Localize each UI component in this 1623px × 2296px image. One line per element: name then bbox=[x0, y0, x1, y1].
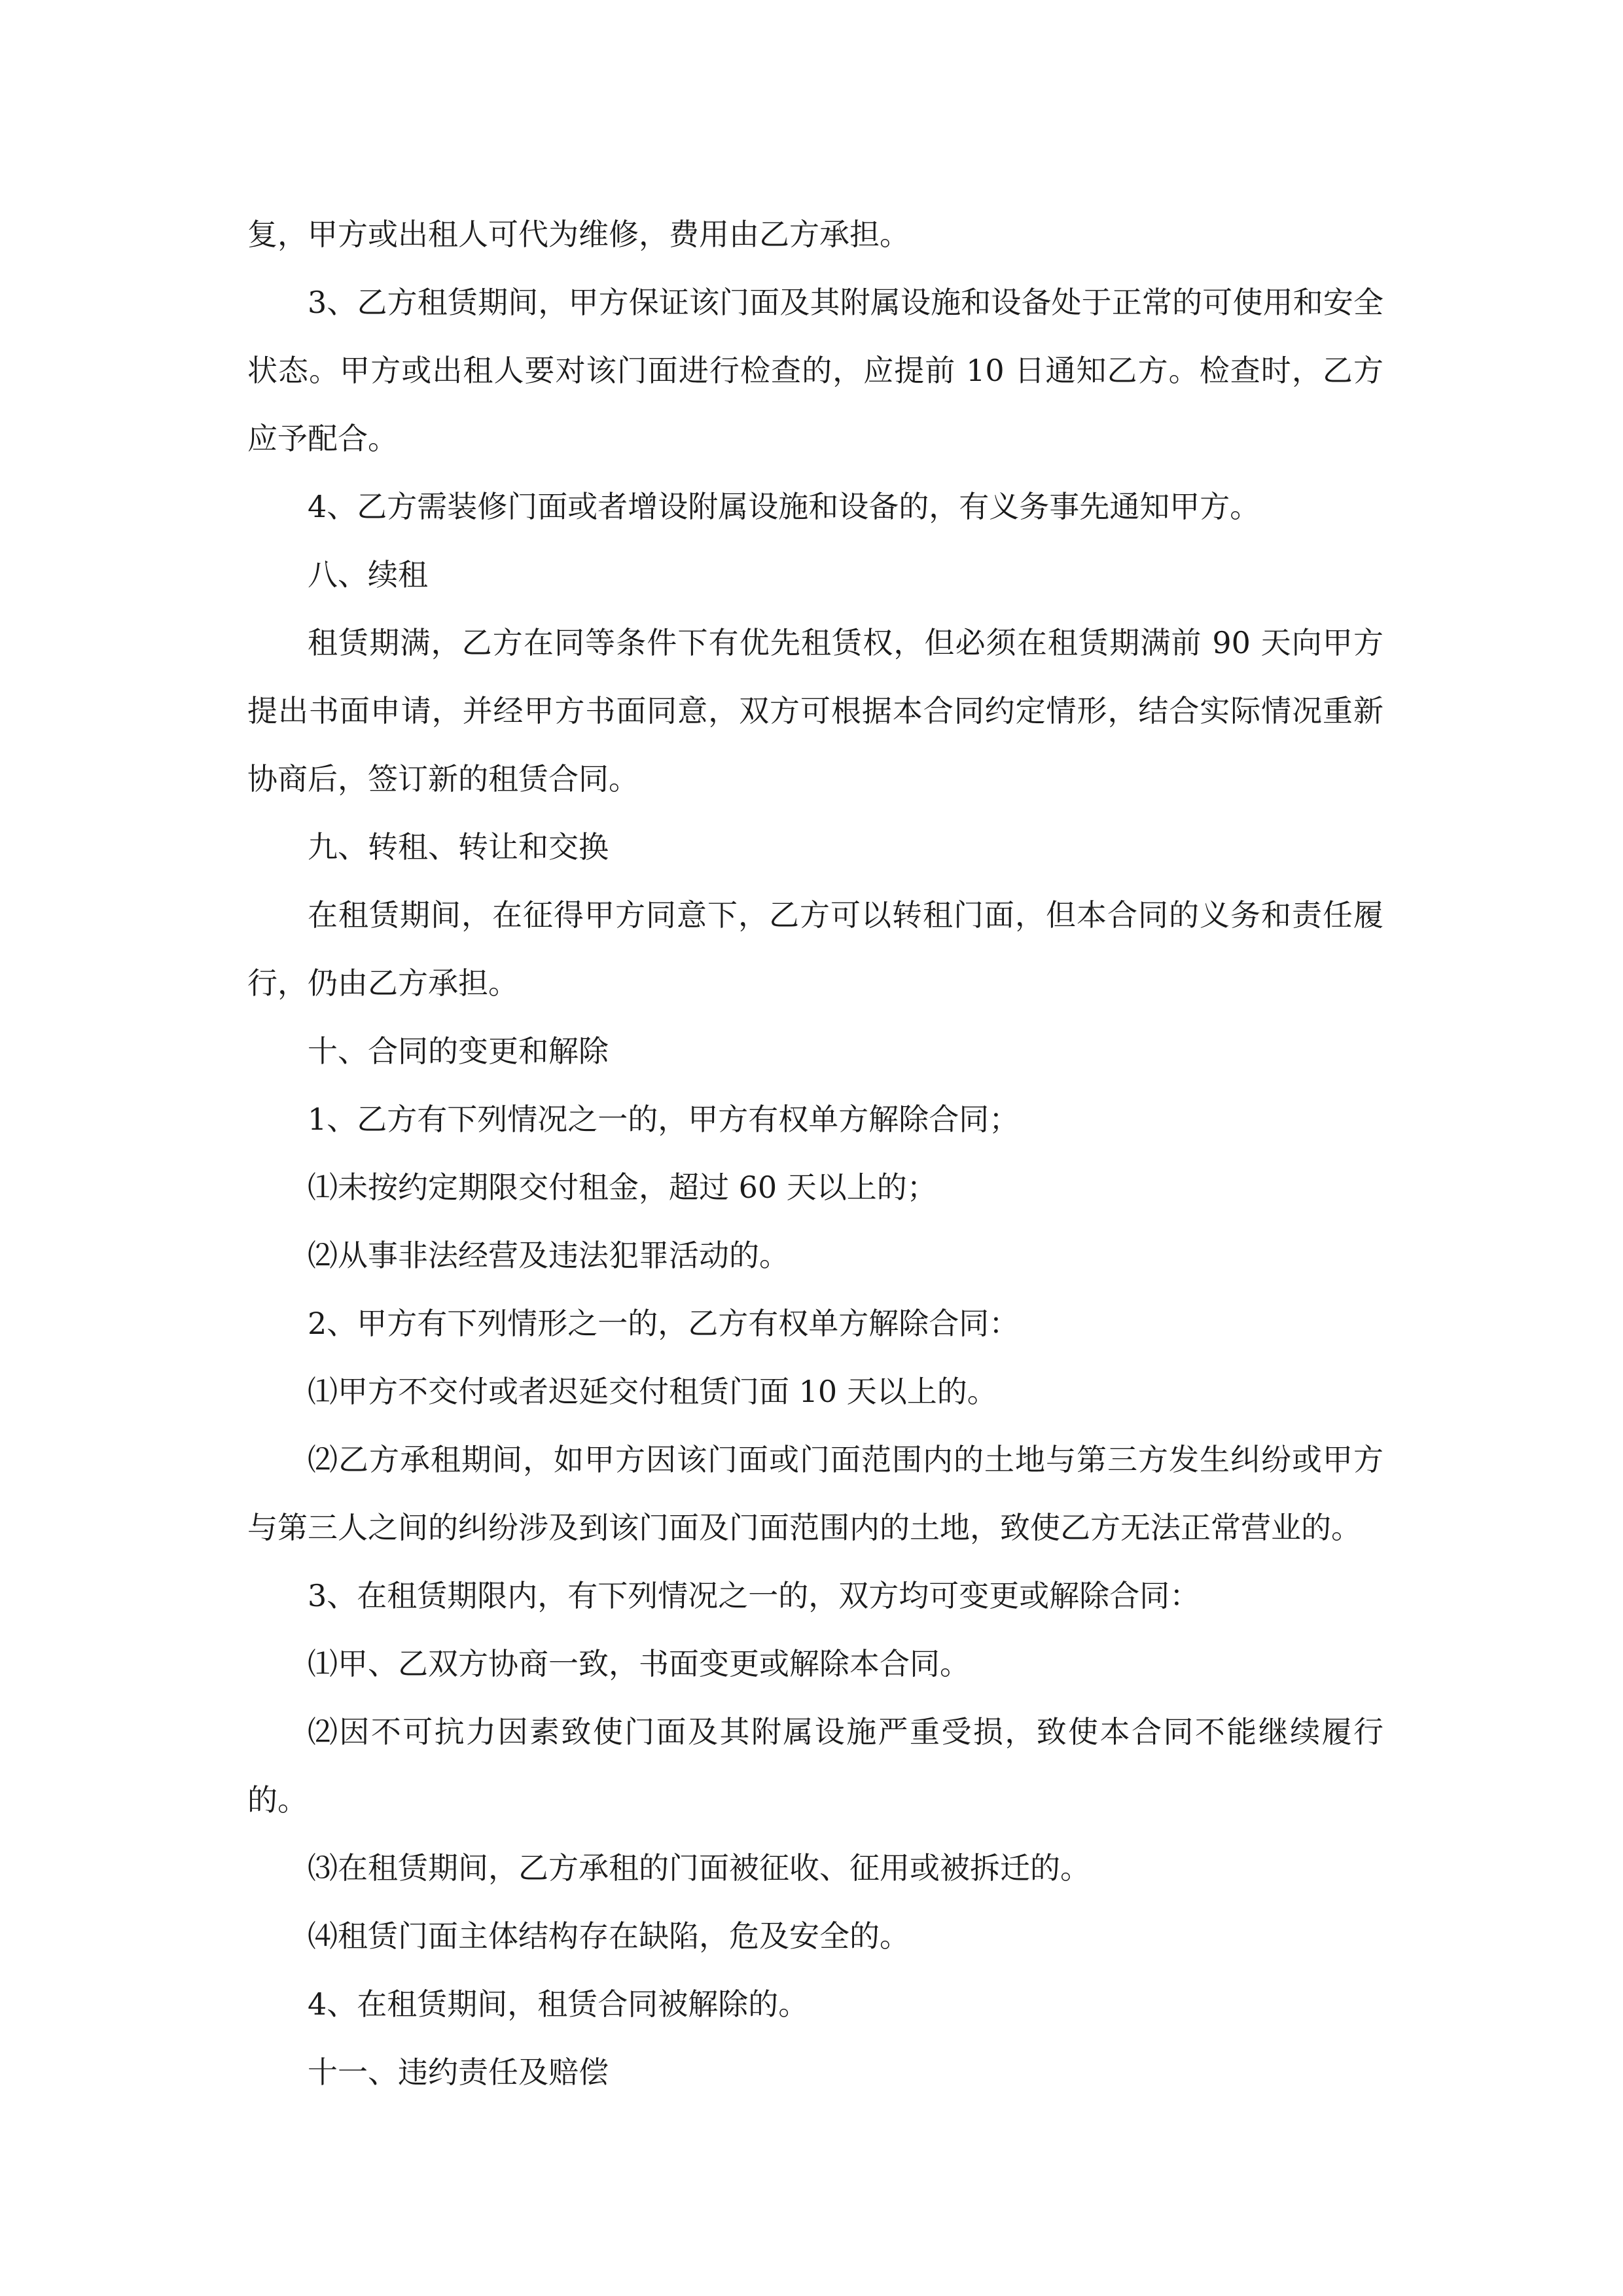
paragraph-continued: 复，甲方或出租人可代为维修，费用由乙方承担。 bbox=[247, 217, 910, 252]
clause-10-1-item-2: ⑵从事非法经营及违法犯罪活动的。 bbox=[308, 1238, 789, 1273]
section-heading-11: 十一、违约责任及赔偿 bbox=[308, 2054, 609, 2090]
section-heading-9: 九、转租、转让和交换 bbox=[308, 829, 609, 865]
clause-9-body: 在租赁期间，在征得甲方同意下，乙方可以转租门面，但本合同的义务和责任履行，仍由乙方承担。 bbox=[247, 897, 1383, 1001]
clause-10-3-item-1: ⑴甲、乙双方协商一致，书面变更或解除本合同。 bbox=[308, 1646, 970, 1681]
clause-10-1: 1、乙方有下列情况之一的，甲方有权单方解除合同； bbox=[308, 1102, 1020, 1137]
clause-10-4: 4、在租赁期间，租赁合同被解除的。 bbox=[308, 1986, 809, 2022]
clause-8-body: 租赁期满，乙方在同等条件下有优先租赁权，但必须在租赁期满前 90 天向甲方提出书面申请，并经甲方书面同意，双方可根据本合同约定情形，结合实际情况重新协商后，签订新的租赁合同。 bbox=[247, 625, 1383, 797]
clause-7-4: 4、乙方需装修门面或者增设附属设施和设备的，有义务事先通知甲方。 bbox=[308, 489, 1260, 524]
clause-10-2-item-2: ⑵乙方承租期间，如甲方因该门面或门面范围内的土地与第三方发生纠纷或甲方与第三人之间的纠纷涉及到该门面及门面范围内的土地，致使乙方无法正常营业的。 bbox=[247, 1442, 1383, 1545]
section-heading-8: 八、续租 bbox=[308, 557, 428, 592]
clause-10-2: 2、甲方有下列情形之一的，乙方有权单方解除合同： bbox=[308, 1306, 1020, 1341]
clause-7-3: 3、乙方租赁期间，甲方保证该门面及其附属设施和设备处于正常的可使用和安全状态。甲方或出租人要对该门面进行检查的，应提前 10 日通知乙方。检查时，乙方应予配合。 bbox=[247, 285, 1383, 456]
document-body bbox=[247, 200, 1383, 2106]
clause-10-1-item-1: ⑴未按约定期限交付租金，超过 60 天以上的； bbox=[308, 1170, 937, 1205]
clause-10-3-item-2: ⑵因不可抗力因素致使门面及其附属设施严重受损，致使本合同不能继续履行的。 bbox=[247, 1714, 1383, 1818]
clause-10-2-item-1: ⑴甲方不交付或者迟延交付租赁门面 10 天以上的。 bbox=[308, 1374, 997, 1409]
clause-10-3-item-4: ⑷租赁门面主体结构存在缺陷，危及安全的。 bbox=[308, 1918, 910, 1954]
clause-10-3: 3、在租赁期限内，有下列情况之一的，双方均可变更或解除合同： bbox=[308, 1578, 1200, 1613]
clause-10-3-item-3: ⑶在租赁期间，乙方承租的门面被征收、征用或被拆迁的。 bbox=[308, 1850, 1090, 1886]
section-heading-10: 十、合同的变更和解除 bbox=[308, 1033, 609, 1069]
